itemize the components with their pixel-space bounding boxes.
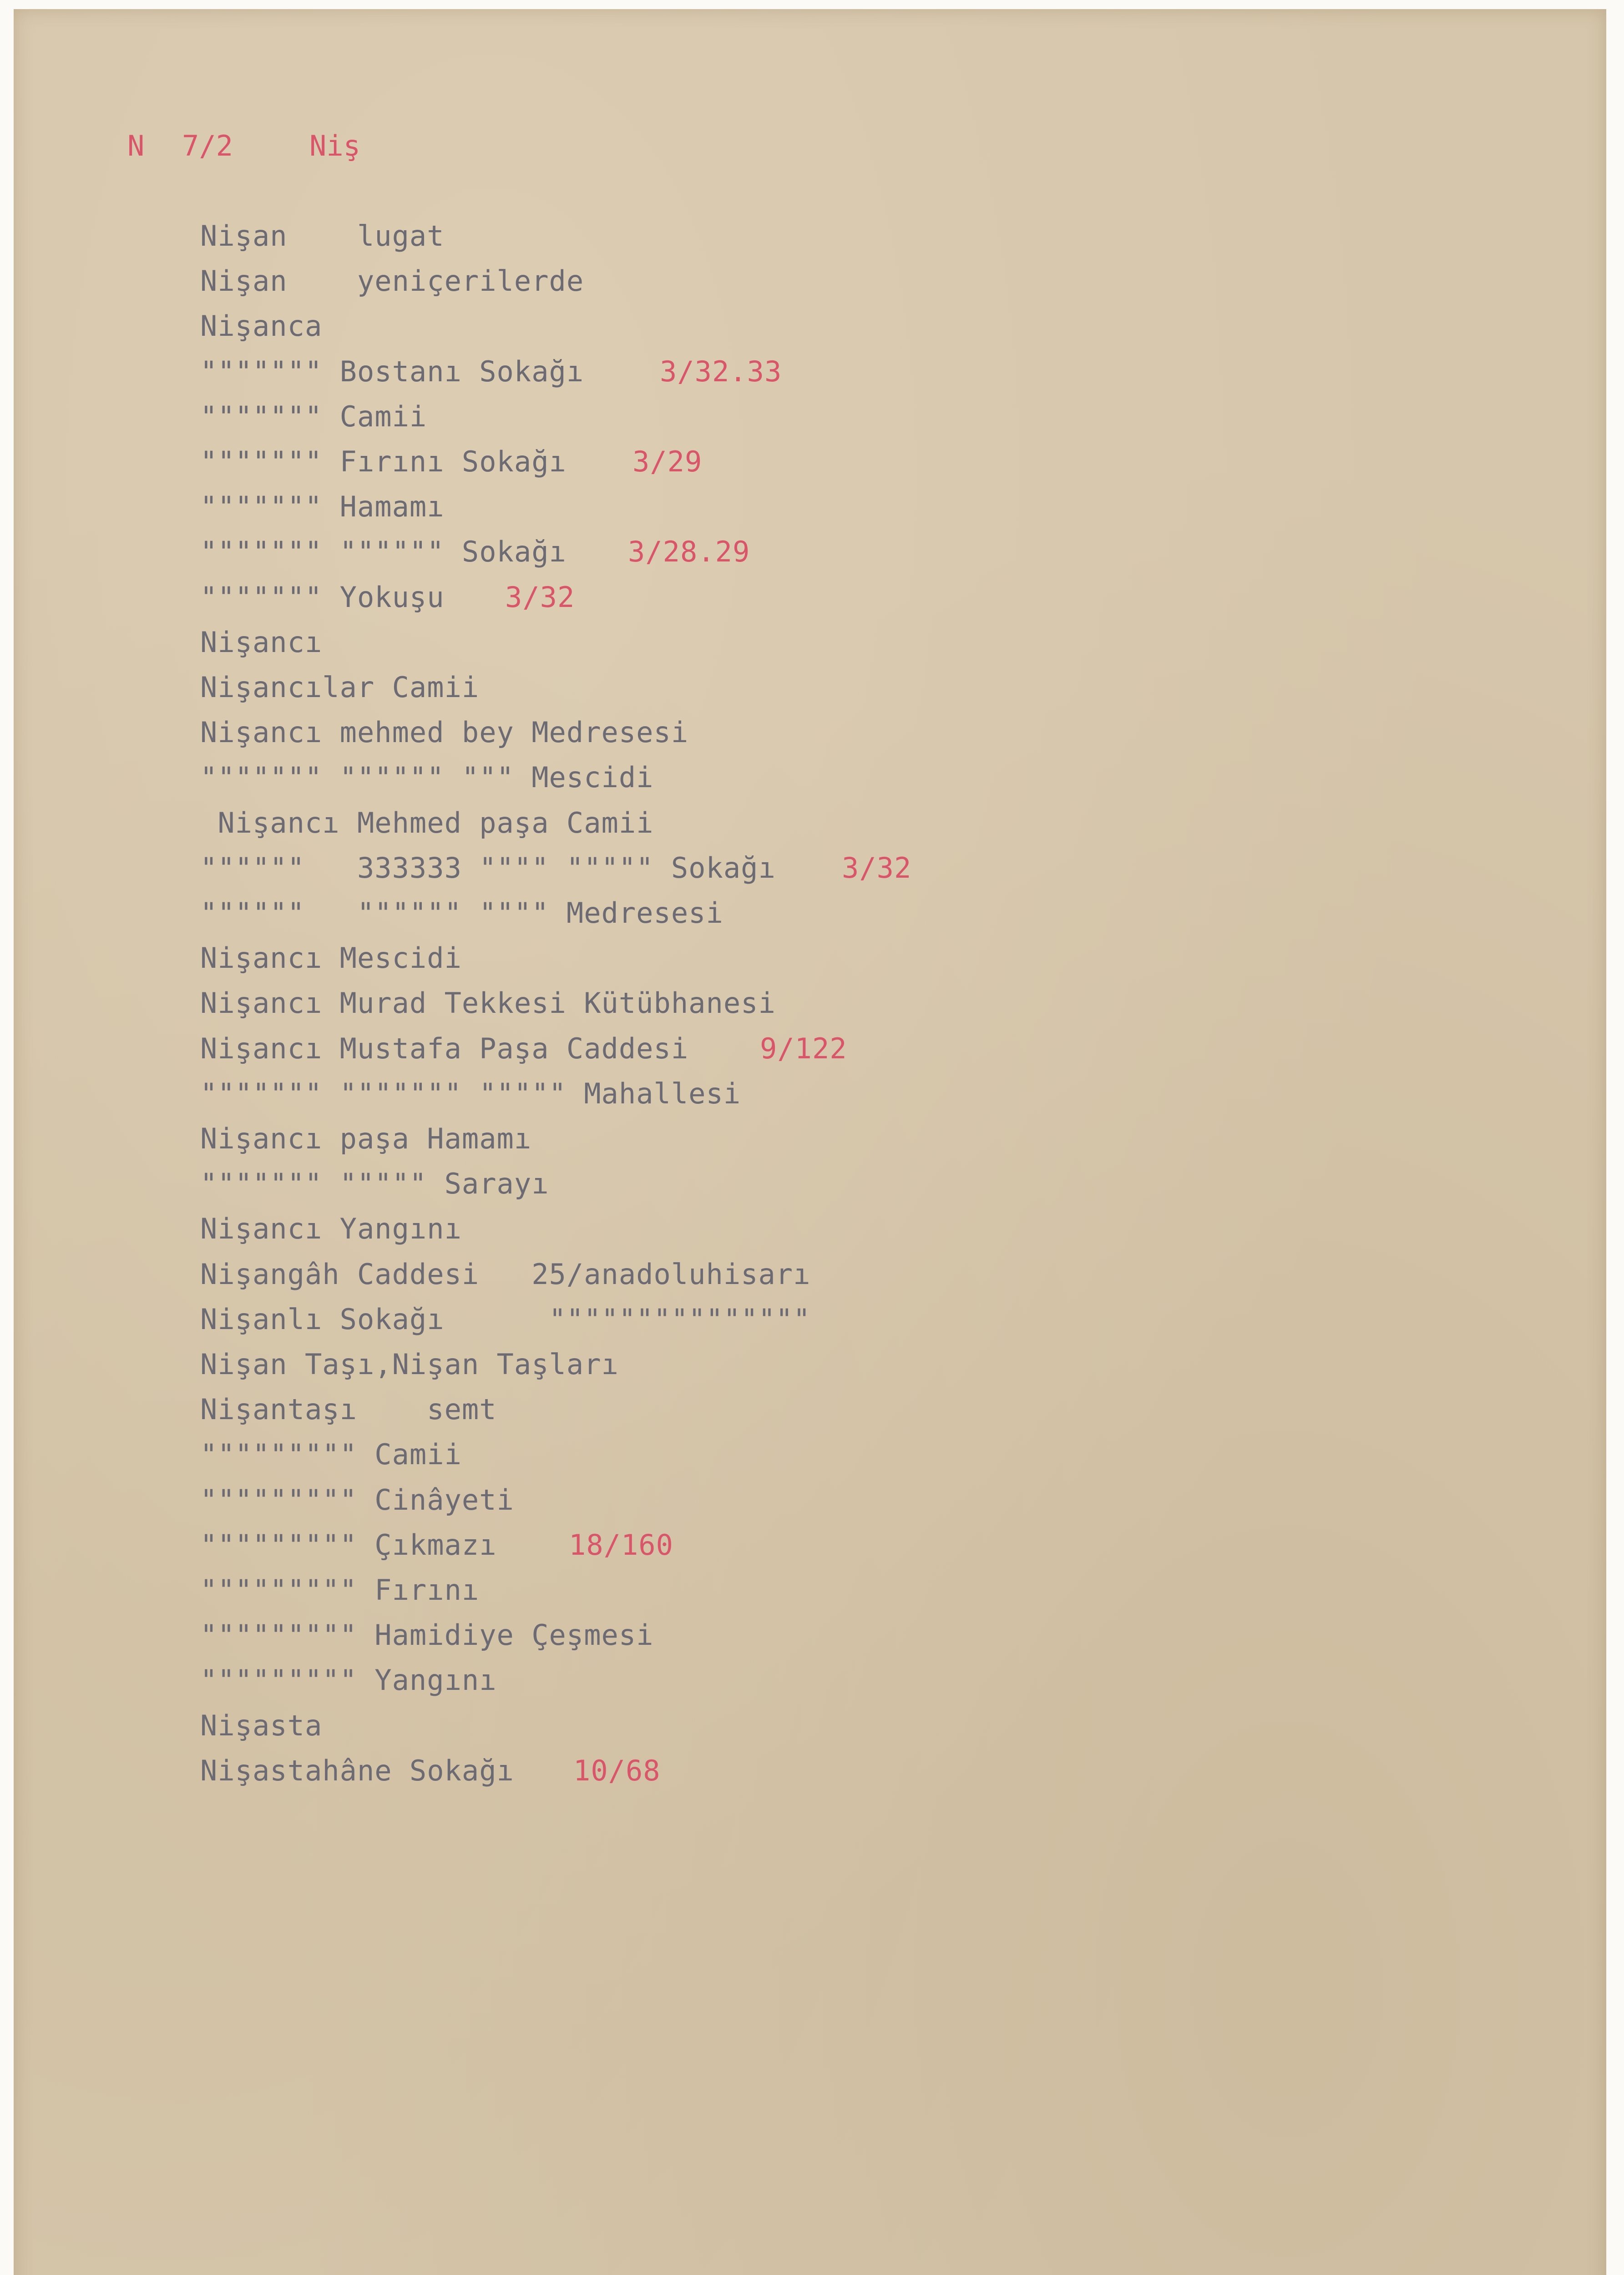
entry-text: Nişanlı Sokağı """"""""""""""" bbox=[200, 1302, 811, 1336]
entry-reference: 9/122 bbox=[760, 1031, 847, 1065]
entry-text: """"""" Hamamı bbox=[200, 490, 445, 524]
entry-text: Nişancı paşa Hamamı bbox=[200, 1122, 532, 1155]
entry-reference: 3/28.29 bbox=[628, 535, 750, 569]
entry-text: Nişancı Mescidi bbox=[200, 941, 462, 975]
entry-text: """"""""" Yangını bbox=[200, 1663, 497, 1697]
entry-text: Nişangâh Caddesi 25/anadoluhisarı bbox=[200, 1257, 811, 1291]
entry-text: Nişan Taşı,Nişan Taşları bbox=[200, 1348, 619, 1381]
entry-reference: 10/68 bbox=[573, 1754, 661, 1787]
entry-reference: 3/32 bbox=[842, 851, 912, 885]
entry-text: """"""""" Hamidiye Çeşmesi bbox=[200, 1618, 654, 1652]
entry-text: """"""""" Fırını bbox=[200, 1573, 480, 1607]
entry-text: Nişancı Mehmed paşa Camii bbox=[200, 806, 654, 839]
header-number: 7/2 bbox=[182, 129, 233, 162]
entry-text: Nişancı bbox=[200, 625, 323, 659]
entry-text: """"""" """"" Sarayı bbox=[200, 1167, 549, 1201]
entry-text: Nişan lugat bbox=[200, 219, 445, 253]
entry-text: Nişantaşı semt bbox=[200, 1393, 497, 1426]
entry-text: """"""""" Camii bbox=[200, 1438, 462, 1471]
paper-sheet bbox=[14, 9, 1606, 2275]
entry-text: Nişastahâne Sokağı bbox=[200, 1754, 514, 1787]
entry-text: """"""" Camii bbox=[200, 399, 427, 433]
entry-text: Nişancılar Camii bbox=[200, 671, 480, 704]
entry-text: Nişancı Mustafa Paşa Caddesi bbox=[200, 1031, 689, 1065]
entry-text: Nişan yeniçerilerde bbox=[200, 264, 584, 298]
entry-text: """"""" Fırını Sokağı bbox=[200, 445, 567, 478]
entry-text: """"""" """""" Sokağı bbox=[200, 535, 567, 569]
entry-reference: 3/29 bbox=[632, 445, 703, 478]
entry-text: Nişancı Yangını bbox=[200, 1212, 462, 1246]
entry-reference: 18/160 bbox=[569, 1528, 673, 1562]
entry-reference: 3/32.33 bbox=[660, 354, 782, 388]
entry-text: Nişanca bbox=[200, 309, 323, 343]
entry-text: Nişasta bbox=[200, 1709, 323, 1742]
entry-text: """"""""" Çıkmazı bbox=[200, 1528, 497, 1562]
entry-text: """"""" """"""" """"" Mahallesi bbox=[200, 1077, 741, 1110]
header-letter: N bbox=[127, 129, 145, 162]
entry-text: Nişancı Murad Tekkesi Kütübhanesi bbox=[200, 986, 776, 1020]
entry-text: """"""" Bostanı Sokağı bbox=[200, 354, 584, 388]
entry-text: """""" 333333 """" """"" Sokağı bbox=[200, 851, 776, 885]
entry-text: """"""" Yokuşu bbox=[200, 580, 445, 614]
entry-text: """"""" """""" """ Mescidi bbox=[200, 761, 654, 794]
entry-reference: 3/32 bbox=[505, 580, 575, 614]
entry-text: """""" """""" """" Medresesi bbox=[200, 896, 723, 930]
header-prefix: Niş bbox=[309, 129, 360, 162]
entry-text: """"""""" Cinâyeti bbox=[200, 1483, 514, 1517]
entry-text: Nişancı mehmed bey Medresesi bbox=[200, 716, 689, 749]
